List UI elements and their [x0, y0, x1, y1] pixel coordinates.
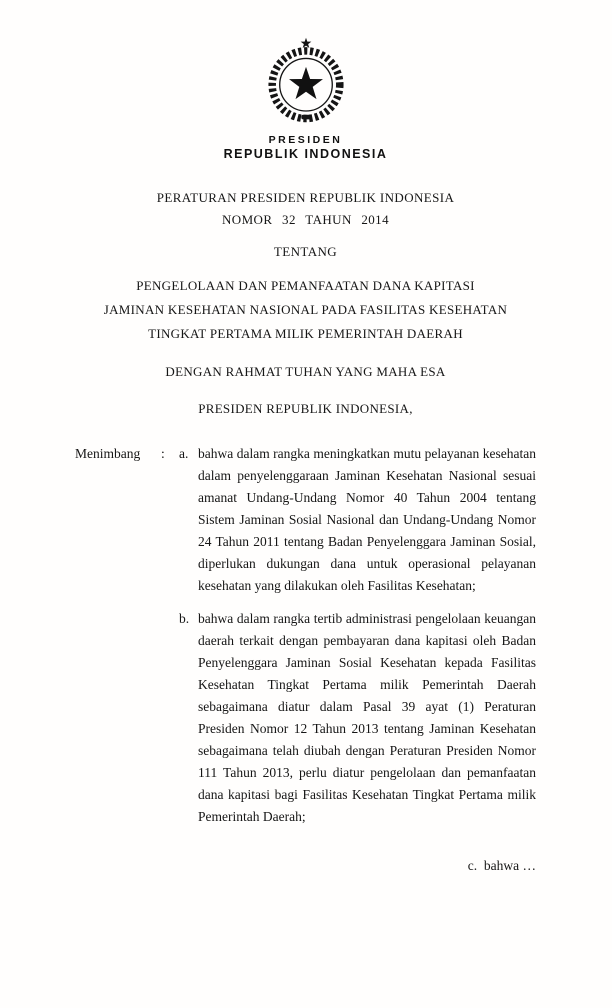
item-letter-b: b. [179, 611, 190, 626]
item-letter-a: a. [179, 446, 189, 461]
page-catchword: c. bahwa … [467, 858, 536, 873]
letterhead-presiden: PRESIDEN [268, 134, 343, 146]
menimbang-section [75, 443, 536, 828]
divine-invocation: DENGAN RAHMAT TUHAN YANG MAHA ESA [165, 364, 446, 379]
menimbang-label: Menimbang [75, 446, 141, 461]
presidential-seal-icon [259, 34, 353, 126]
presidential-seal [75, 0, 536, 126]
letterhead [75, 134, 536, 161]
menimbang-item-a [179, 443, 536, 597]
subject-line-2: JAMINAN KESEHATAN NASIONAL PADA FASILITAS KESEHATAN [103, 302, 508, 317]
subject-line-3: TINGKAT PERTAMA MILIK PEMERINTAH DAERAH [148, 326, 463, 341]
issuer-line: PRESIDEN REPUBLIK INDONESIA, [198, 401, 413, 416]
regulation-title: PERATURAN PRESIDEN REPUBLIK INDONESIA [156, 190, 455, 205]
regulation-number: NOMOR 32 TAHUN 2014 [222, 212, 389, 227]
subject-line-1: PENGELOLAAN DAN PEMANFAATAN DANA KAPITASI [136, 278, 475, 293]
regulation-subject [75, 274, 536, 346]
menimbang-item-b [179, 608, 536, 828]
letterhead-republik-indonesia: REPUBLIK INDONESIA [223, 147, 388, 161]
menimbang-items [179, 443, 536, 828]
menimbang-colon: : [161, 446, 165, 461]
regulation-heading [75, 187, 536, 420]
item-text-a: bahwa dalam rangka meningkatkan mutu pelayanan kesehatan dalam penyelenggaraan Jaminan Kesehatan Nasional sesuai amanat Undang-Undang Nomor 40 Tahun 2004 tentang Sistem Jaminan Sosial Nasional dan Undang-Undang Nomor 24 Tahun 2011 tentang Badan Penyelenggara Jaminan Sosial, diperlukan dukungan dana untuk operasional pelayanan kesehatan yang dilakukan oleh Fasilitas Kesehatan; [198, 446, 536, 593]
tentang-label: TENTANG [273, 244, 338, 259]
item-text-b: bahwa dalam rangka tertib administrasi pengelolaan keuangan daerah terkait dengan pembayaran dana kapitasi oleh Badan Penyelenggara Jaminan Sosial Kesehatan kepada Fasilitas Kesehatan Tingkat Pertama milik Pemerintah Daerah sebagaimana diatur dalam Pasal 39 ayat (1) Peraturan Presiden Nomor 12 Tahun 2013 tentang Jaminan Kesehatan sebagaimana telah diubah dengan Peraturan Presiden Nomor 111 Tahun 2013, perlu diatur pengelolaan dan pemanfaatan dana kapitasi bagi Fasilitas Kesehatan Tingkat Pertama milik Pemerintah Daerah; [198, 611, 536, 824]
